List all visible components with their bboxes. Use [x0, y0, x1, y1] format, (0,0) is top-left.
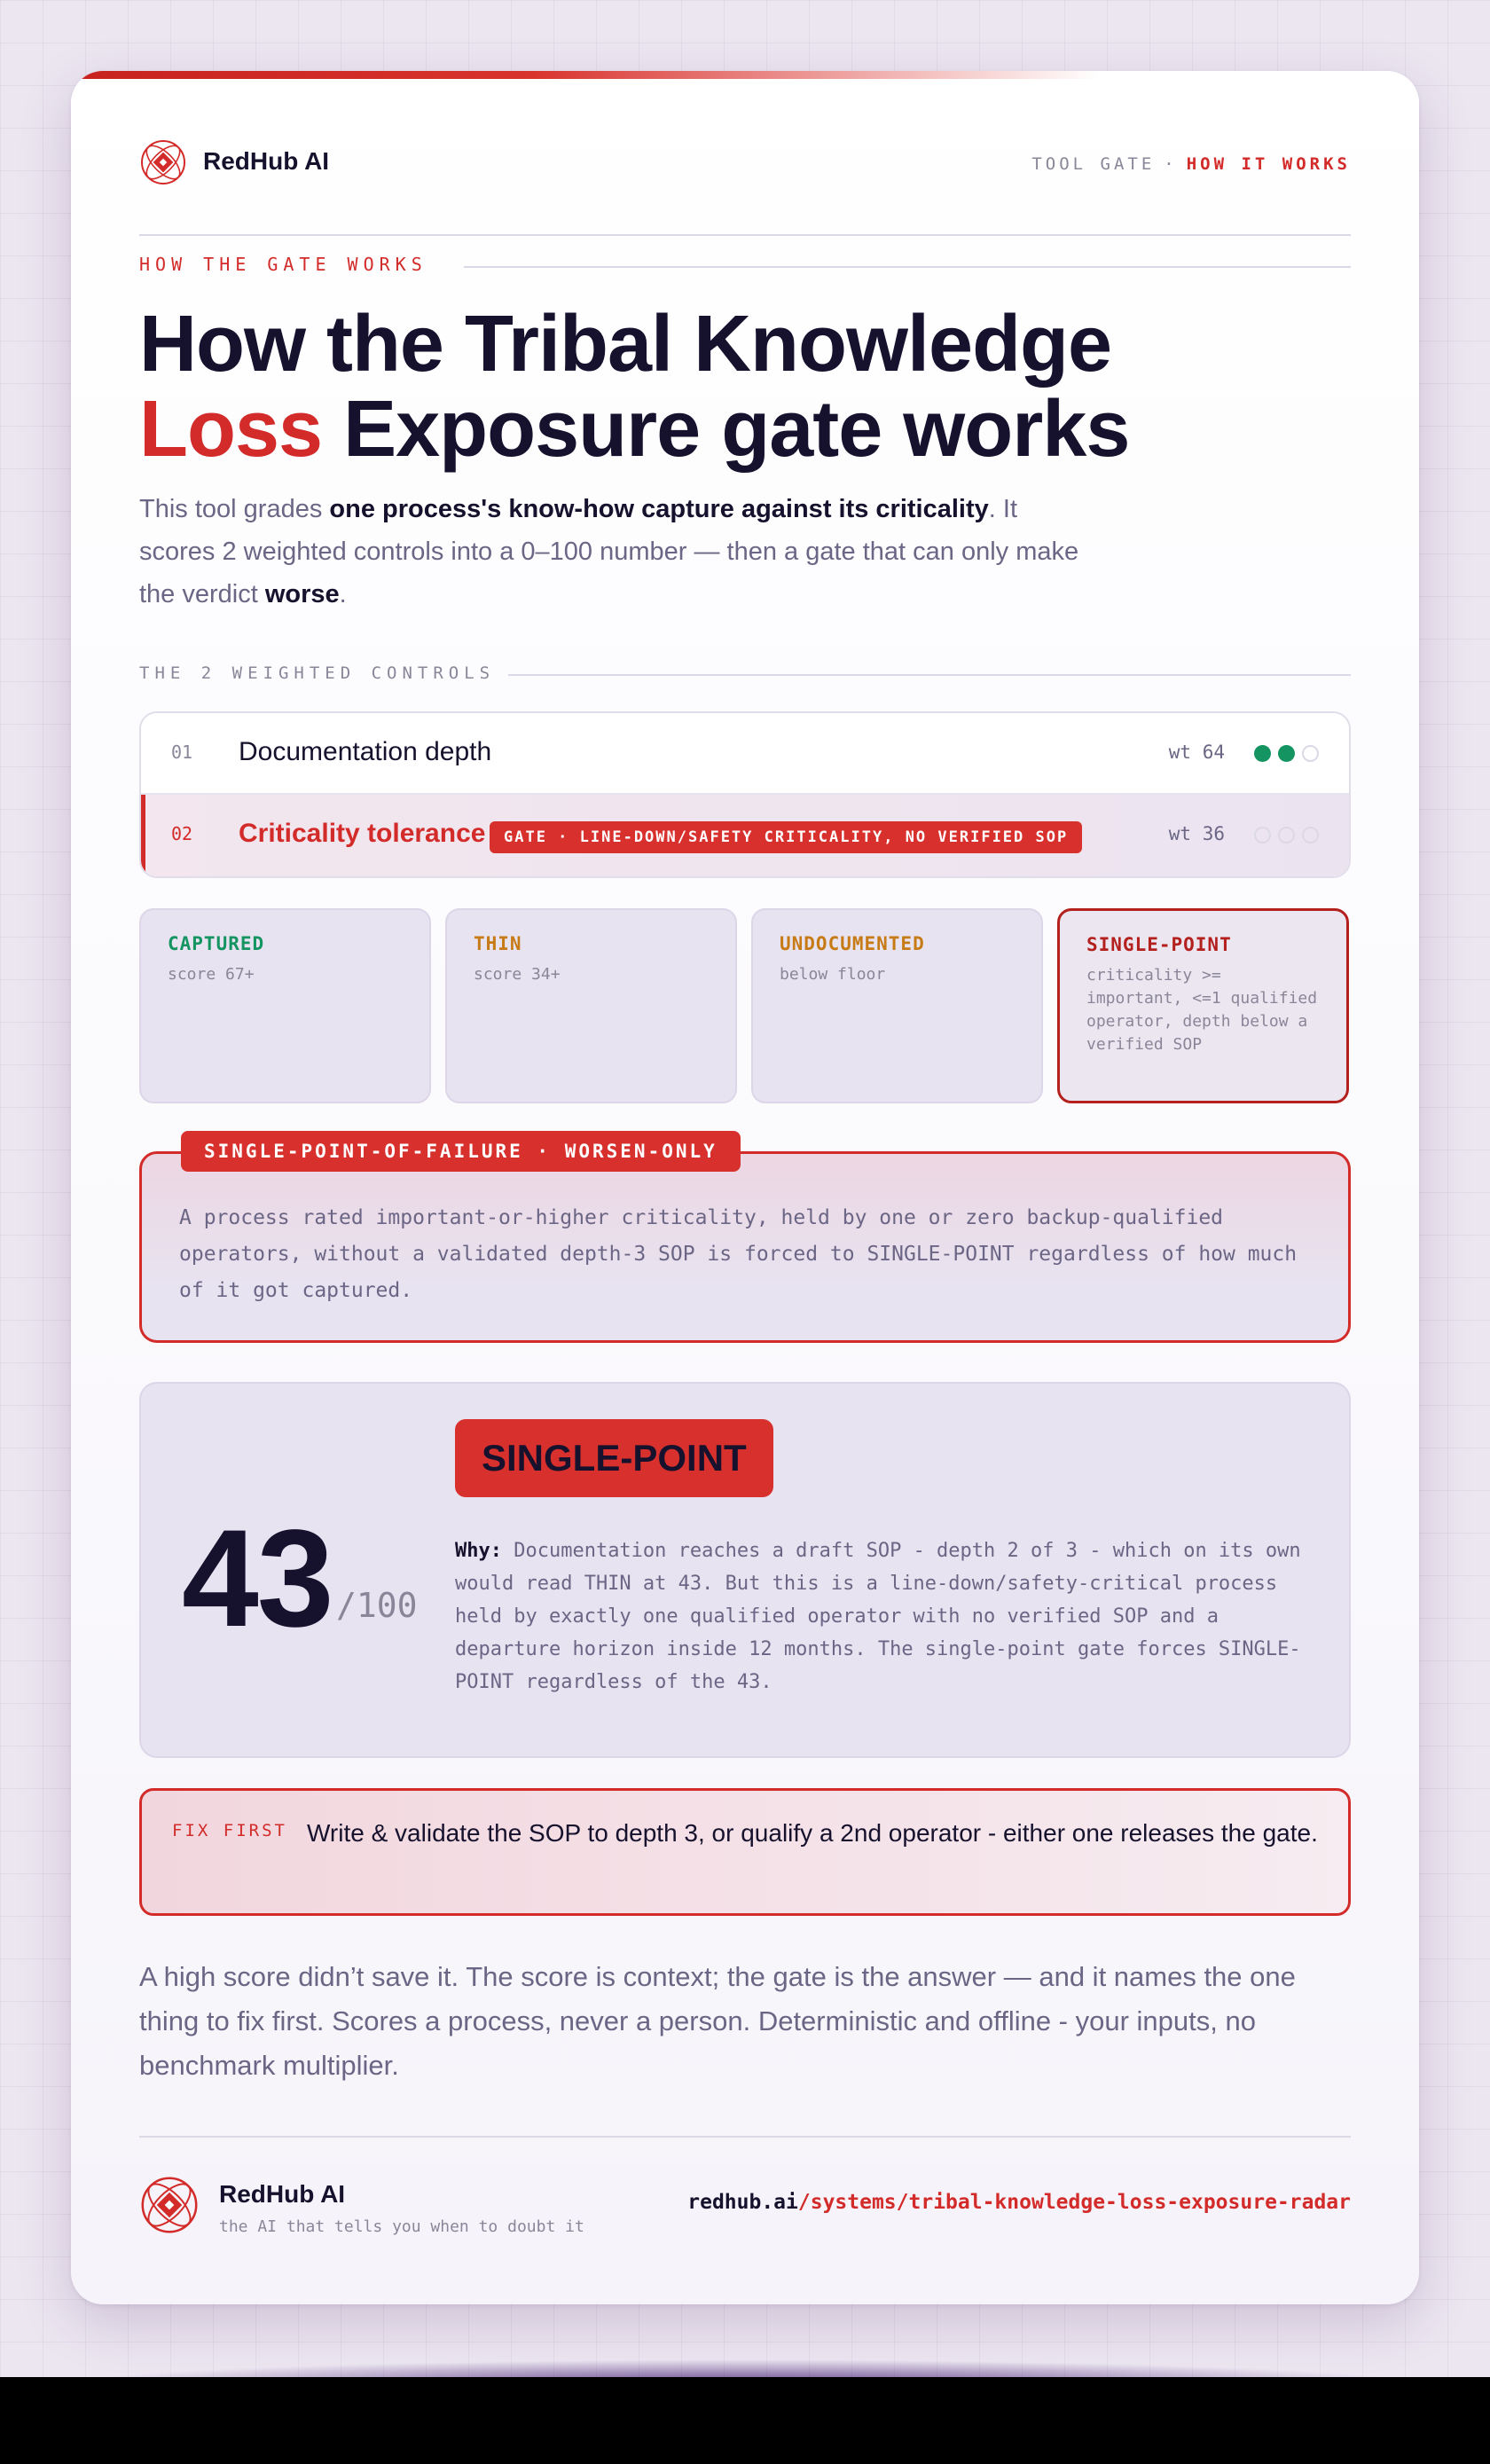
controls-section-rule — [508, 674, 1351, 676]
header — [139, 138, 1351, 236]
control-number: 02 — [171, 823, 193, 844]
url-path: /systems/tribal-knowledge-loss-exposure-radar — [797, 2191, 1351, 2214]
level-dot-empty — [1302, 745, 1319, 762]
closing-paragraph: A high score didn’t save it. The score is context; the gate is the answer — and it names the one thing to fix first. Scores a process, never a person. Deterministic and offline - your inputs, no benchmark multiplier. — [139, 1961, 1296, 2081]
tier-title: CAPTURED — [168, 933, 265, 954]
control-weight: wt 64 — [1168, 742, 1225, 763]
control-weight: wt 36 — [1168, 823, 1225, 844]
why-text: Documentation reaches a draft SOP - depth 2 of 3 - which on its own would read THIN at 43. But this is a line-down/safety-critical process held by exactly one qualified operator with no verified SOP and a departure horizon inside 12 months. The single-point gate forces SINGLE-POINT regardless of the 43. — [455, 1540, 1301, 1693]
bottom-band — [0, 2377, 1490, 2464]
lede-bold-2: worse — [264, 580, 340, 608]
title-line-2: Exposure gate works — [322, 385, 1130, 474]
tier-title: SINGLE-POINT — [1086, 934, 1232, 955]
control-row-criticality-tolerance — [141, 795, 1349, 876]
verdict-badge: SINGLE-POINT — [455, 1419, 773, 1497]
card-accent-bar — [71, 71, 1100, 79]
control-level-dots — [1247, 745, 1319, 763]
level-dot-empty — [1254, 827, 1271, 844]
level-dot-empty — [1278, 827, 1295, 844]
verdict-explanation — [455, 1534, 1312, 1699]
nav-tool-gate[interactable]: TOOL GATE — [1031, 154, 1156, 174]
gate-rule-text: A process rated important-or-higher criticality, held by one or zero backup-qualified operators, without a validated depth-3 SOP is forced to SINGLE-POINT regardless of how much of it got captured. — [179, 1206, 1298, 1302]
fix-first-box — [139, 1788, 1351, 1916]
nav-how-it-works[interactable]: HOW IT WORKS — [1186, 154, 1351, 174]
header-nav — [1031, 154, 1351, 174]
tier-description: score 67+ — [168, 965, 255, 984]
lede-text-3: . — [339, 580, 347, 608]
controls-section-label: THE 2 WEIGHTED CONTROLS — [139, 663, 496, 683]
control-level-dots — [1247, 827, 1319, 844]
tier-thin — [445, 908, 737, 1103]
control-name: Criticality tolerance — [239, 819, 486, 848]
footer-tagline: the AI that tells you when to doubt it — [219, 2217, 584, 2236]
footer-brand: RedHub AI — [219, 2180, 346, 2208]
tier-undocumented — [751, 908, 1043, 1103]
lede — [139, 488, 1079, 616]
controls-list — [139, 711, 1351, 878]
footer — [139, 2136, 1351, 2242]
title-highlight: Loss — [139, 385, 323, 474]
redhub-logo-icon — [139, 2175, 200, 2235]
tier-title: THIN — [474, 933, 522, 954]
kicker-rule — [464, 266, 1351, 268]
lede-bold-1: one process's know-how capture against its criticality — [329, 495, 989, 523]
tier-description: below floor — [780, 965, 886, 984]
nav-separator: · — [1164, 154, 1178, 174]
url-host: redhub.ai — [687, 2191, 798, 2214]
level-dot-filled — [1278, 745, 1295, 762]
score-denominator: /100 — [336, 1586, 418, 1625]
redhub-logo-icon — [139, 138, 187, 186]
fix-first-label: FIX FIRST — [172, 1821, 287, 1840]
score-value: 43 — [182, 1502, 333, 1656]
footer-url-link[interactable] — [687, 2191, 1351, 2214]
control-number: 01 — [171, 742, 193, 763]
lede-text-2: . It scores 2 weighted controls into a 0–100 number — then a gate that can only make the verdict — [139, 495, 1079, 608]
tier-description: score 34+ — [474, 965, 561, 984]
tier-description: criticality >= important, <=1 qualified operator, depth below a verified SOP — [1086, 966, 1318, 1054]
control-name: Documentation depth — [239, 737, 492, 766]
verdict-tiers — [139, 908, 1351, 1105]
gate-rule-box — [139, 1141, 1351, 1343]
tier-title: UNDOCUMENTED — [780, 933, 925, 954]
lede-text-1: This tool grades — [139, 495, 330, 523]
fix-first-text: Write & validate the SOP to depth 3, or qualify a 2nd operator - either one releases the gate. — [307, 1819, 1318, 1847]
level-dot-filled — [1254, 745, 1271, 762]
gate-explainer-card — [71, 71, 1419, 2304]
control-row-documentation-depth — [141, 713, 1349, 795]
gate-rule-tag: SINGLE-POINT-OF-FAILURE · WORSEN-ONLY — [181, 1131, 741, 1172]
why-label: Why: — [455, 1540, 502, 1562]
gate-badge: GATE · LINE-DOWN/SAFETY CRITICALITY, NO VERIFIED SOP — [490, 821, 1082, 853]
kicker — [139, 254, 1351, 280]
tier-single-point — [1057, 908, 1349, 1103]
result-panel — [139, 1382, 1351, 1758]
tier-captured — [139, 908, 431, 1103]
controls-section-heading — [139, 663, 1351, 690]
brand-name: RedHub AI — [203, 147, 330, 175]
title-line-1: How the Tribal Knowledge — [139, 300, 1112, 388]
kicker-label: HOW THE GATE WORKS — [139, 254, 427, 275]
page-title — [139, 302, 1351, 472]
level-dot-empty — [1302, 827, 1319, 844]
